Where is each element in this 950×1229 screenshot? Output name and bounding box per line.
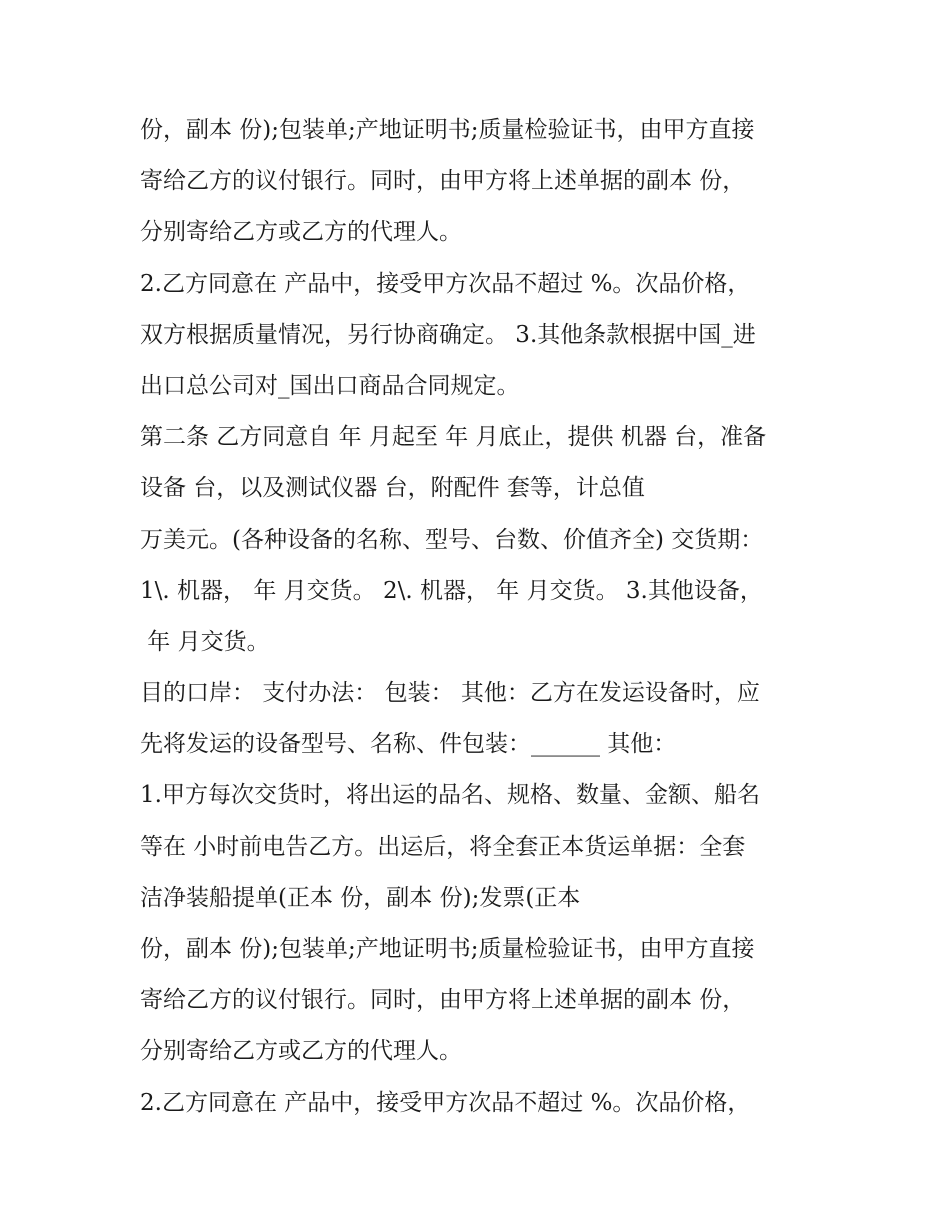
text-line: 寄给乙方的议付银行。同时，由甲方将上述单据的副本 份， <box>140 168 746 195</box>
text-line: 年 月交货。 <box>140 628 270 655</box>
text-line: 分别寄给乙方或乙方的代理人。 <box>140 219 462 246</box>
text-line: 等在 小时前电告乙方。出运后，将全套正本货运单据：全套 <box>140 833 746 860</box>
text-line: 第二条 乙方同意自 年 月起至 年 月底止，提供 机器 台，准备 <box>140 424 767 451</box>
text-line: 设备 台，以及测试仪器 台，附配件 套等，计总值 <box>140 475 645 502</box>
text-line: 1\. 机器， 年 月交货。 2\. 机器， 年 月交货。 3.其他设备， <box>140 577 763 604</box>
text-line: 2.乙方同意在 产品中，接受甲方次品不超过 %。次品价格， <box>140 270 751 297</box>
text-line: 份，副本 份);包装单;产地证明书;质量检验证书，由甲方直接 <box>140 936 755 962</box>
text-line: 出口总公司对_国出口商品合同规定。 <box>140 372 520 399</box>
text-line: 双方根据质量情况，另行协商确定。 3.其他条款根据中国_进 <box>140 321 756 348</box>
body-text <box>140 108 830 1132</box>
text-line: 目的口岸： 支付办法： 包装： 其他：乙方在发运设备时，应 <box>140 680 760 707</box>
text-line: 万美元。(各种设备的名称、型号、台数、价值齐全) 交货期： <box>140 526 764 553</box>
text-line: 先将发运的设备型号、名称、件包装：______ 其他： <box>140 731 677 758</box>
text-line: 份，副本 份);包装单;产地证明书;质量检验证书，由甲方直接 <box>140 117 755 143</box>
text-line: 分别寄给乙方或乙方的代理人。 <box>140 1038 462 1065</box>
text-line: 1.甲方每次交货时，将出运的品名、规格、数量、金额、船名 <box>140 782 760 809</box>
text-line: 洁净装船提单(正本 份，副本 份);发票(正本 <box>140 884 581 911</box>
text-line: 寄给乙方的议付银行。同时，由甲方将上述单据的副本 份， <box>140 987 746 1014</box>
text-line: 2.乙方同意在 产品中，接受甲方次品不超过 %。次品价格， <box>140 1089 751 1116</box>
